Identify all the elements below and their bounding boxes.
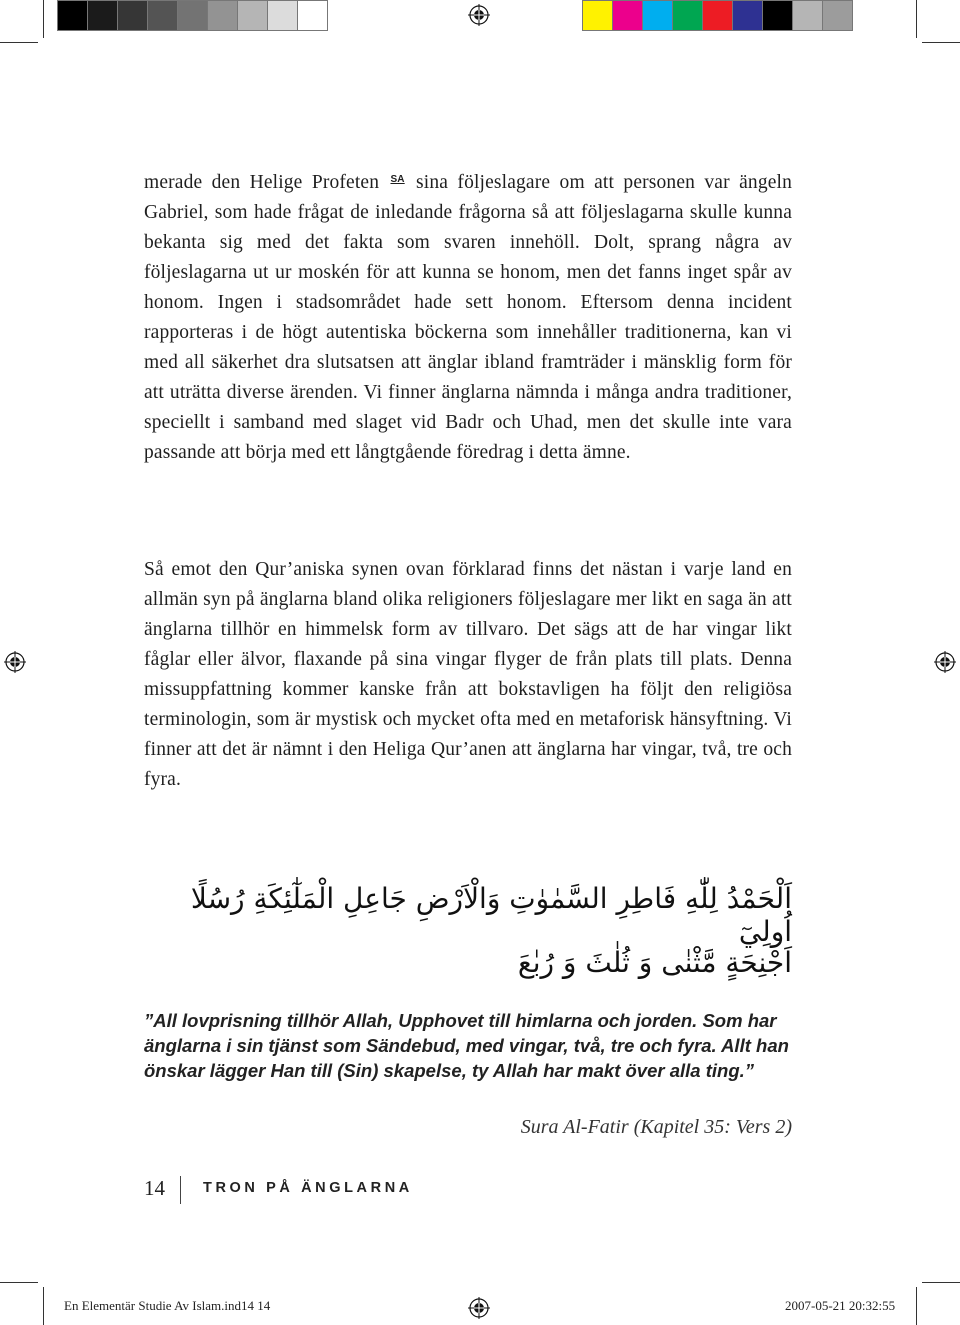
crop-mark-bottom-left-vertical [43,1287,44,1325]
gray-swatch [117,0,148,31]
paragraph-1-start: merade den Helige Profeten [144,172,389,193]
grayscale-color-bar [57,0,327,31]
gray-swatch [57,0,88,31]
registration-mark-left-icon [4,651,26,673]
crop-mark-top-left [0,42,38,43]
slug-timestamp: 2007-05-21 20:32:55 [785,1298,896,1313]
slug-file-name: En Elementär Studie Av Islam.ind14 14 [64,1298,271,1313]
registration-mark-right-icon [934,651,956,673]
color-swatch [792,0,823,31]
crop-mark-bottom-left [0,1282,38,1283]
crop-mark-bottom-right [922,1282,960,1283]
crop-mark-top-right-vertical [916,0,917,38]
running-head: TRON PÅ ÄNGLARNA [203,1180,413,1196]
page-number: 14 [144,1176,165,1200]
color-swatch [762,0,793,31]
registration-mark-bottom-icon [468,1297,490,1319]
color-swatch [822,0,853,31]
footer-divider [180,1176,181,1204]
color-swatch [732,0,763,31]
gray-swatch [267,0,298,31]
registration-mark-top-icon [468,4,490,26]
crop-mark-top-right [922,42,960,43]
color-swatch [582,0,613,31]
gray-swatch [147,0,178,31]
verse-source: Sura Al-Fatir (Kapitel 35: Vers 2) [520,1116,792,1138]
color-swatch [642,0,673,31]
crop-mark-bottom-right-vertical [916,1287,917,1325]
color-swatch [612,0,643,31]
arabic-verse-line-1: اَلْحَمْدُ لِلّٰهِ فَاطِرِ السَّمٰوٰتِ وَالْاَرْضِ جَاعِلِ الْمَلٰٓئِكَةِ رُسُلًا اُولِيٓ [190,882,792,948]
paragraph-1 [144,165,792,468]
verse-translation: ”All lovprisning tillhör Allah, Upphovet till himlarna och jorden. Som har änglarna i sin tjänst som Sändebud, med vingar, två, tre och fyra. Allt han önskar lägger Han till (Sin) skapelse, ty Allah har makt över alla ting.” [144,1010,789,1081]
gray-swatch [177,0,208,31]
paragraph-1-rest: sina följeslagare om att personen var ängeln Gabriel, som hade frågat de inledande frågorna så att följeslagarna skulle kunna bekanta sig med det fakta som svaren innehöll. Dolt, sprang några av följeslagarna ut ur moskén för att kunna se honom, men det fanns inget spår av honom. Ingen i stadsområdet hade sett honom. Eftersom denna incident rapporteras i de högt autentiska böckerna som innehåller traditionerna, kan vi med all säkerhet dra slutsatsen att änglar ibland framträder i mänsklig form för att uträtta diverse ärenden. Vi finner änglarna nämnda i många andra traditioner, speciellt i samband med slaget vid Badr och Uhad, men det skulle inte vara passande att börja med ett långtgående föredrag i detta ämne. [144,172,792,463]
color-swatch [672,0,703,31]
process-color-bar [582,0,852,31]
gray-swatch [297,0,328,31]
salutation-mark: SA [390,174,405,185]
arabic-verse-line-2: اَجْنِحَةٍ مَّثْنٰى وَ ثُلٰثَ وَ رُبٰعَ [517,946,792,979]
paragraph-2: Så emot den Qur’aniska synen ovan förklarad finns det nästan i varje land en allmän syn på änglarna bland olika religioners följeslagare mer likt en saga än att änglarna tillhör en himmelsk form av tillvaro. Det sägs att de har vingar likt fåglar eller älvor, flaxande på sina vingar flyger de från plats till plats. Denna missuppfattning kommer kanske från att bokstavligen ha följt den religiösa terminologin, som är mystisk och mycket ofta med en metaforisk hänsyftning. Vi finner att det är nämnt i den Heliga Qur’anen att änglarna har vingar, två, tre och fyra. [144,559,792,790]
color-swatch [702,0,733,31]
gray-swatch [87,0,118,31]
crop-mark-top-left-vertical [43,0,44,38]
gray-swatch [237,0,268,31]
gray-swatch [207,0,238,31]
